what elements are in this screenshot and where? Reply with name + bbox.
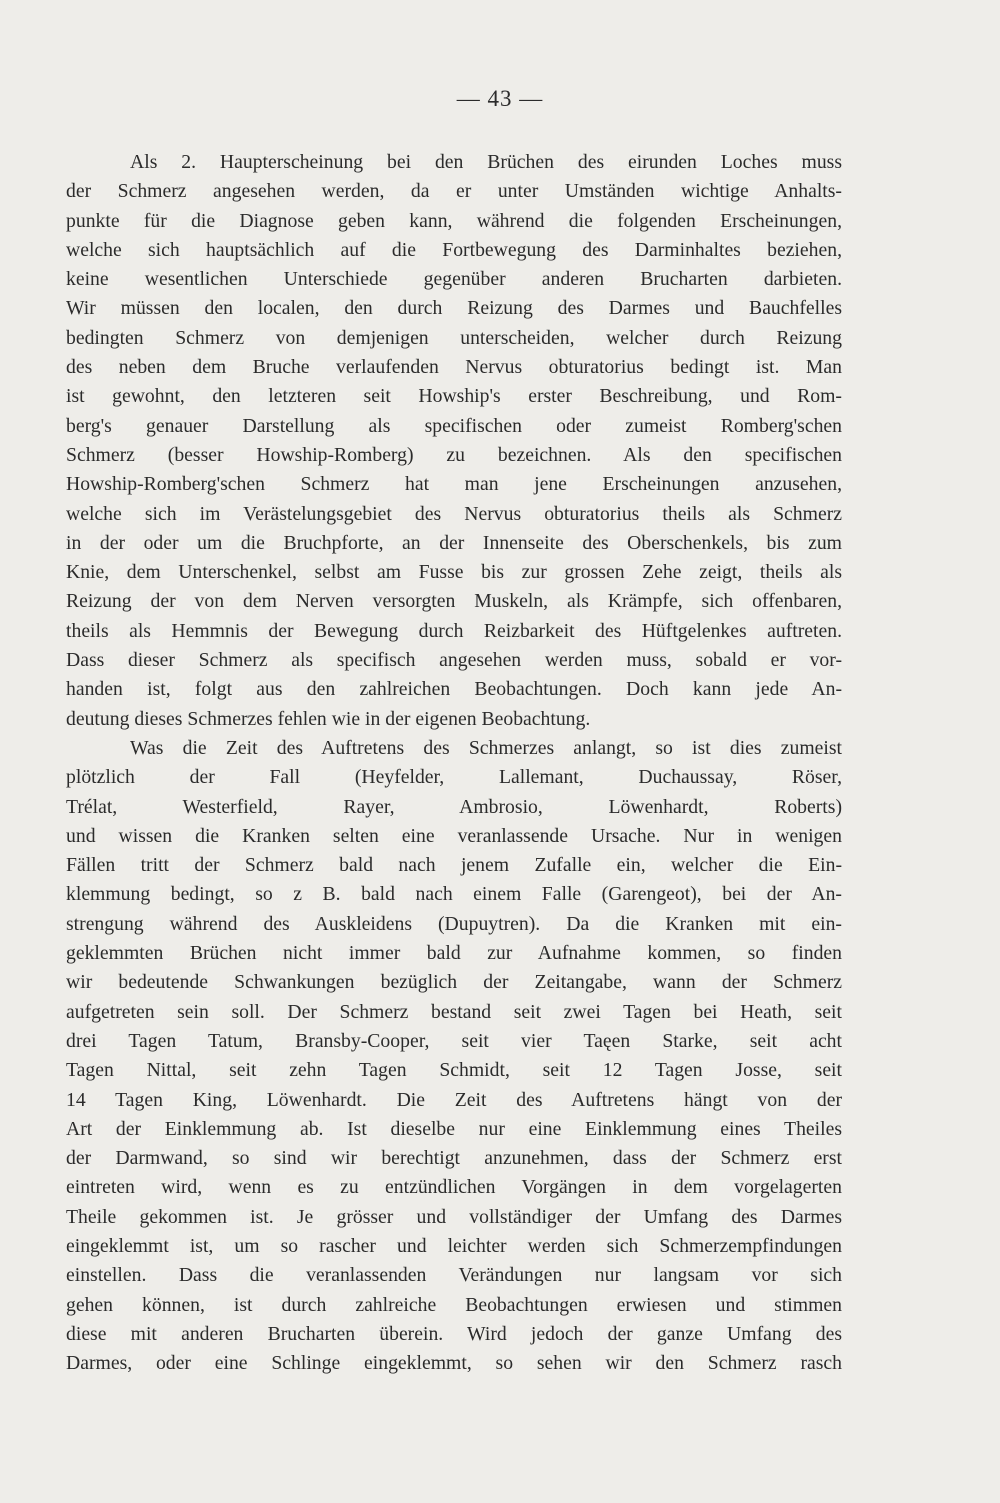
text-line: keine wesentlichen Unterschiede gegenüber anderen Brucharten darbieten. <box>66 268 842 291</box>
text-line: Tagen Nittal, seit zehn Tagen Schmidt, seit 12 Tagen Josse, seit <box>66 1059 842 1082</box>
text-line: Dass dieser Schmerz als specifisch angesehen werden muss, sobald er vor- <box>66 649 842 672</box>
text-line: Schmerz (besser Howship-Romberg) zu bezeichnen. Als den specifischen <box>66 443 842 466</box>
text-line: eintreten wird, wenn es zu entzündlichen Vorgängen in dem vorgelagerten <box>66 1176 842 1199</box>
text-line: geklemmten Brüchen nicht immer bald zur Aufnahme kommen, so finden <box>66 942 842 965</box>
text-line: Theile gekommen ist. Je grösser und vollständiger der Umfang des Darmes <box>66 1205 842 1228</box>
text-line: gehen können, ist durch zahlreiche Beobachtungen erwiesen und stimmen <box>66 1293 842 1316</box>
text-line: Als 2. Haupterscheinung bei den Brüchen des eirunden Loches muss <box>130 151 842 173</box>
text-line: in der oder um die Bruchpforte, an der Innenseite des Oberschenkels, bis zum <box>66 531 842 554</box>
text-line: welche sich im Verästelungsgebiet des Nervus obturatorius theils als Schmerz <box>66 502 842 525</box>
text-line: der Darmwand, so sind wir berechtigt anzunehmen, dass der Schmerz erst <box>66 1147 842 1170</box>
text-line: einstellen. Dass die veranlassenden Verändungen nur langsam vor sich <box>66 1264 842 1287</box>
text-line: theils als Hemmnis der Bewegung durch Reizbarkeit des Hüftgelenkes auftreten. <box>66 619 842 642</box>
text-line: plötzlich der Fall (Heyfelder, Lallemant, Duchaussay, Röser, <box>66 766 842 789</box>
text-line: Wir müssen den localen, den durch Reizung des Darmes und Bauchfelles <box>66 297 842 320</box>
text-line: Howship-Romberg'schen Schmerz hat man jene Erscheinungen anzusehen, <box>66 473 842 496</box>
text-line: bedingten Schmerz von demjenigen unterscheiden, welcher durch Reizung <box>66 326 842 349</box>
text-line: Trélat, Westerfield, Rayer, Ambrosio, Löwenhardt, Roberts) <box>66 795 842 818</box>
text-line: Reizung der von dem Nerven versorgten Muskeln, als Krämpfe, sich offenbaren, <box>66 590 842 613</box>
text-line: aufgetreten sein soll. Der Schmerz bestand seit zwei Tagen bei Heath, seit <box>66 1000 842 1023</box>
text-line: eingeklemmt ist, um so rascher und leichter werden sich Schmerzempfindungen <box>66 1234 842 1257</box>
text-line: Art der Einklemmung ab. Ist dieselbe nur eine Einklemmung eines Theiles <box>66 1117 842 1140</box>
text-line: berg's genauer Darstellung als specifischen oder zumeist Romberg'schen <box>66 414 842 437</box>
text-line: 14 Tagen King, Löwenhardt. Die Zeit des Auftretens hängt von der <box>66 1088 842 1111</box>
text-line: Knie, dem Unterschenkel, selbst am Fusse bis zur grossen Zehe zeigt, theils als <box>66 561 842 584</box>
text-line: Was die Zeit des Auftretens des Schmerzes anlangt, so ist dies zumeist <box>130 736 842 759</box>
text-line: Darmes, oder eine Schlinge eingeklemmt, so sehen wir den Schmerz rasch <box>66 1352 842 1375</box>
text-line: strengung während des Auskleidens (Dupuytren). Da die Kranken mit ein- <box>66 912 842 935</box>
text-line: deutung dieses Schmerzes fehlen wie in der eigenen Beobachtung. <box>66 707 591 730</box>
text-line: wir bedeutende Schwankungen bezüglich der Zeitangabe, wann der Schmerz <box>66 971 842 994</box>
text-line: punkte für die Diagnose geben kann, während die folgenden Erscheinungen, <box>66 209 842 232</box>
text-line: drei Tagen Tatum, Bransby-Cooper, seit vier Taęen Starke, seit acht <box>66 1029 842 1052</box>
text-line: handen ist, folgt aus den zahlreichen Beobachtungen. Doch kann jede An- <box>66 678 842 701</box>
text-line: welche sich hauptsächlich auf die Fortbewegung des Darminhaltes beziehen, <box>66 238 842 261</box>
text-line: ist gewohnt, den letzteren seit Howship's erster Beschreibung, und Rom- <box>66 385 842 408</box>
text-line: und wissen die Kranken selten eine veranlassende Ursache. Nur in wenigen <box>66 824 842 847</box>
page-number: — 43 — <box>456 86 544 111</box>
text-line: klemmung bedingt, so z B. bald nach einem Falle (Garengeot), bei der An- <box>66 883 842 906</box>
text-line: des neben dem Bruche verlaufenden Nervus obturatorius bedingt ist. Man <box>66 356 842 379</box>
text-line: Fällen tritt der Schmerz bald nach jenem Zufalle ein, welcher die Ein- <box>66 854 842 877</box>
text-line: diese mit anderen Brucharten überein. Wird jedoch der ganze Umfang des <box>66 1322 842 1345</box>
body-text <box>66 148 842 1378</box>
text-line: der Schmerz angesehen werden, da er unter Umständen wichtige Anhalts- <box>66 180 842 203</box>
